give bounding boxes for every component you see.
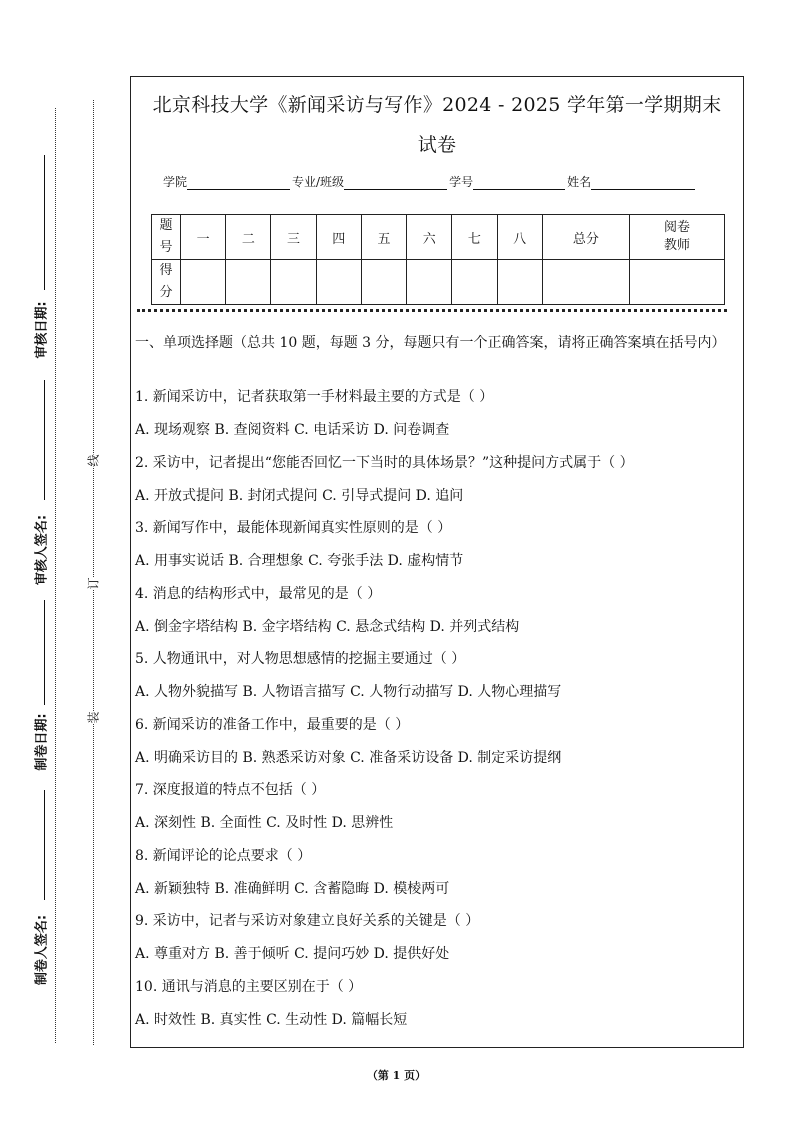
binding-word-zhuang: 装 [83,711,104,723]
header-cell-score: 得 分 [152,260,181,305]
col-7: 七 [452,215,497,260]
col-3: 三 [271,215,316,260]
make-date-label: 制卷日期: [34,713,50,771]
score-cell[interactable] [452,260,497,305]
auditor-sign-label: 审核人签名: [34,514,50,586]
page-number: （第 1 页） [366,1069,427,1082]
maker-sign-label: 制卷人签名: [34,914,50,986]
question-7: 7. 深度报道的特点不包括（ ） [135,782,326,798]
score-cell[interactable] [226,260,271,305]
col-4: 四 [316,215,361,260]
options-9: A. 尊重对方 B. 善于倾听 C. 提问巧妙 D. 提供好处 [135,946,450,962]
name-field[interactable] [591,175,695,190]
audit-date-label: 审核日期: [34,301,50,359]
student-id-field[interactable] [473,175,565,190]
score-cell[interactable] [407,260,452,305]
col-1: 一 [181,215,226,260]
college-label: 学院 [163,175,188,189]
col-2: 二 [226,215,271,260]
question-4: 4. 消息的结构形式中，最常见的是（ ） [135,586,382,602]
col-total: 总分 [542,215,629,260]
auditor-sign-line [44,380,45,500]
col-5: 五 [361,215,406,260]
make-date-line [44,600,45,705]
audit-date-line [44,155,45,290]
major-label: 专业/班级 [292,175,345,189]
college-field[interactable] [187,175,290,190]
question-5: 5. 人物通讯中，对人物思想感情的挖掘主要通过（ ） [135,651,466,667]
options-5: A. 人物外貌描写 B. 人物语言描写 C. 人物行动描写 D. 人物心理描写 [135,684,562,700]
binding-dotted-line-inner [93,100,94,1045]
score-cell[interactable] [181,260,226,305]
student-id-label: 学号 [449,175,474,189]
section-heading: 一、单项选择题（总共 10 题，每题 3 分，每题只有一个正确答案，请将正确答案填在括号内） [135,335,726,351]
col-reviewer: 阅卷 教师 [630,215,725,260]
options-3: A. 用事实说话 B. 合理想象 C. 夸张手法 D. 虚构情节 [135,553,464,569]
question-8: 8. 新闻评论的论点要求（ ） [135,848,312,864]
score-table-header-row [152,215,725,260]
question-3: 3. 新闻写作中，最能体现新闻真实性原则的是（ ） [135,520,452,536]
question-1: 1. 新闻采访中，记者获取第一手材料最主要的方式是（ ） [135,389,494,405]
options-2: A. 开放式提问 B. 封闭式提问 C. 引导式提问 D. 追问 [135,488,464,504]
score-table [151,214,725,305]
score-cell[interactable] [361,260,406,305]
score-cell[interactable] [542,260,629,305]
score-table-score-row [152,260,725,305]
col-8: 八 [497,215,542,260]
options-1: A. 现场观察 B. 查阅资料 C. 电话采访 D. 问卷调查 [135,422,450,438]
options-7: A. 深刻性 B. 全面性 C. 及时性 D. 思辨性 [135,815,394,831]
question-9: 9. 采访中，记者与采访对象建立良好关系的关键是（ ） [135,913,480,929]
student-info-row [163,173,723,190]
binding-word-xian: 线 [83,454,104,466]
reviewer-cell[interactable] [630,260,725,305]
score-cell[interactable] [316,260,361,305]
name-label: 姓名 [567,175,592,189]
options-4: A. 倒金字塔结构 B. 金字塔结构 C. 悬念式结构 D. 并列式结构 [135,619,520,635]
question-10: 10. 通讯与消息的主要区别在于（ ） [135,979,363,995]
exam-title-cont: 试卷 [417,134,457,156]
score-cell[interactable] [271,260,316,305]
exam-title: 北京科技大学《新闻采访与写作》2024 - 2025 学年第一学期期末 [152,94,722,116]
question-2: 2. 采访中，记者提出“您能否回忆一下当时的具体场景？”这种提问方式属于（ ） [135,455,634,471]
maker-sign-line [44,790,45,900]
col-6: 六 [407,215,452,260]
options-10: A. 时效性 B. 真实性 C. 生动性 D. 篇幅长短 [135,1012,408,1028]
question-6: 6. 新闻采访的准备工作中，最重要的是（ ） [135,717,410,733]
binding-word-ding: 订 [83,577,104,589]
options-8: A. 新颖独特 B. 准确鲜明 C. 含蓄隐晦 D. 模棱两可 [135,881,450,897]
options-6: A. 明确采访目的 B. 熟悉采访对象 C. 准备采访设备 D. 制定采访提纲 [135,750,562,766]
separator-dots [137,309,727,312]
major-field[interactable] [344,175,447,190]
binding-dotted-line-outer [55,108,56,1043]
header-cell-question: 题 号 [152,215,181,260]
score-cell[interactable] [497,260,542,305]
